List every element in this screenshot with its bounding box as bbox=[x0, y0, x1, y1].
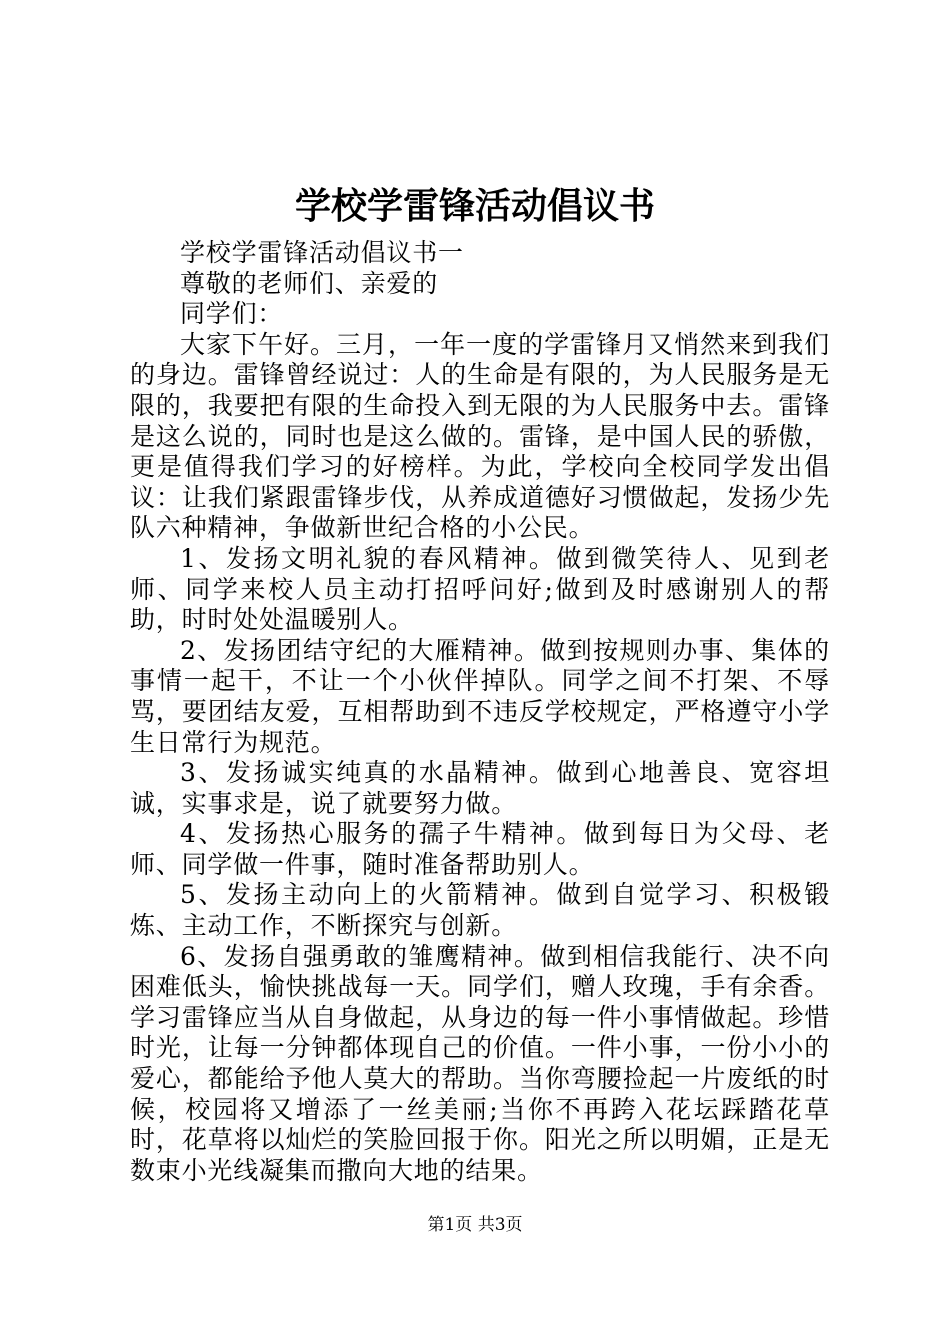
page-footer: 第1页 共3页 bbox=[427, 1215, 523, 1235]
salutation-line-continued: 同学们： bbox=[180, 299, 284, 329]
proposal-item-2: 2、发扬团结守纪的大雁精神。做到按规则办事、集体的事情一起干，不让一个小伙伴掉队。同学之间不打架、不辱骂，要团结友爱，互相帮助到不违反学校规定，严格遵守小学生日常行为规范。 bbox=[130, 635, 830, 757]
subtitle-line: 学校学雷锋活动倡议书一 bbox=[180, 238, 464, 267]
proposal-item-6: 6、发扬自强勇敢的雏鹰精神。做到相信我能行、决不向困难低头，愉快挑战每一天。同学们，赠人玫瑰，手有余香。学习雷锋应当从自身做起，从身边的每一件小事情做起。珍惜时光，让每一分钟都体现自己的价值。一件小事，一份小小的爱心，都能给予他人莫大的帮助。当你弯腰捡起一片废纸的时候，校园将又增添了一丝美丽;当你不再跨入花坛踩踏花草时，花草将以灿烂的笑脸回报于你。阳光之所以明媚，正是无数束小光线凝集而撒向大地的结果。 bbox=[130, 941, 830, 1185]
salutation-line: 尊敬的老师们、亲爱的 bbox=[180, 268, 439, 298]
document-body bbox=[130, 238, 830, 1186]
proposal-item-4: 4、发扬热心服务的孺子牛精神。做到每日为父母、老师、同学做一件事，随时准备帮助别人。 bbox=[130, 819, 830, 879]
intro-paragraph: 大家下午好。三月，一年一度的学雷锋月又悄然来到我们的身边。雷锋曾经说过：人的生命是有限的，为人民服务是无限的，我要把有限的生命投入到无限的为人民服务中去。雷锋是这么说的，同时也是这么做的。雷锋，是中国人民的骄傲，更是值得我们学习的好榜样。为此，学校向全校同学发出倡议：让我们紧跟雷锋步伐，从养成道德好习惯做起，发扬少先队六种精神，争做新世纪合格的小公民。 bbox=[130, 329, 830, 543]
document-title: 学校学雷锋活动倡议书 bbox=[294, 186, 655, 227]
proposal-item-1: 1、发扬文明礼貌的春风精神。做到微笑待人、见到老师、同学来校人员主动打招呼问好;做到及时感谢别人的帮助，时时处处温暖别人。 bbox=[130, 543, 830, 635]
proposal-item-5: 5、发扬主动向上的火箭精神。做到自觉学习、积极锻炼、主动工作，不断探究与创新。 bbox=[130, 880, 830, 941]
proposal-item-3: 3、发扬诚实纯真的水晶精神。做到心地善良、宽容坦诚，实事求是，说了就要努力做。 bbox=[130, 758, 830, 818]
